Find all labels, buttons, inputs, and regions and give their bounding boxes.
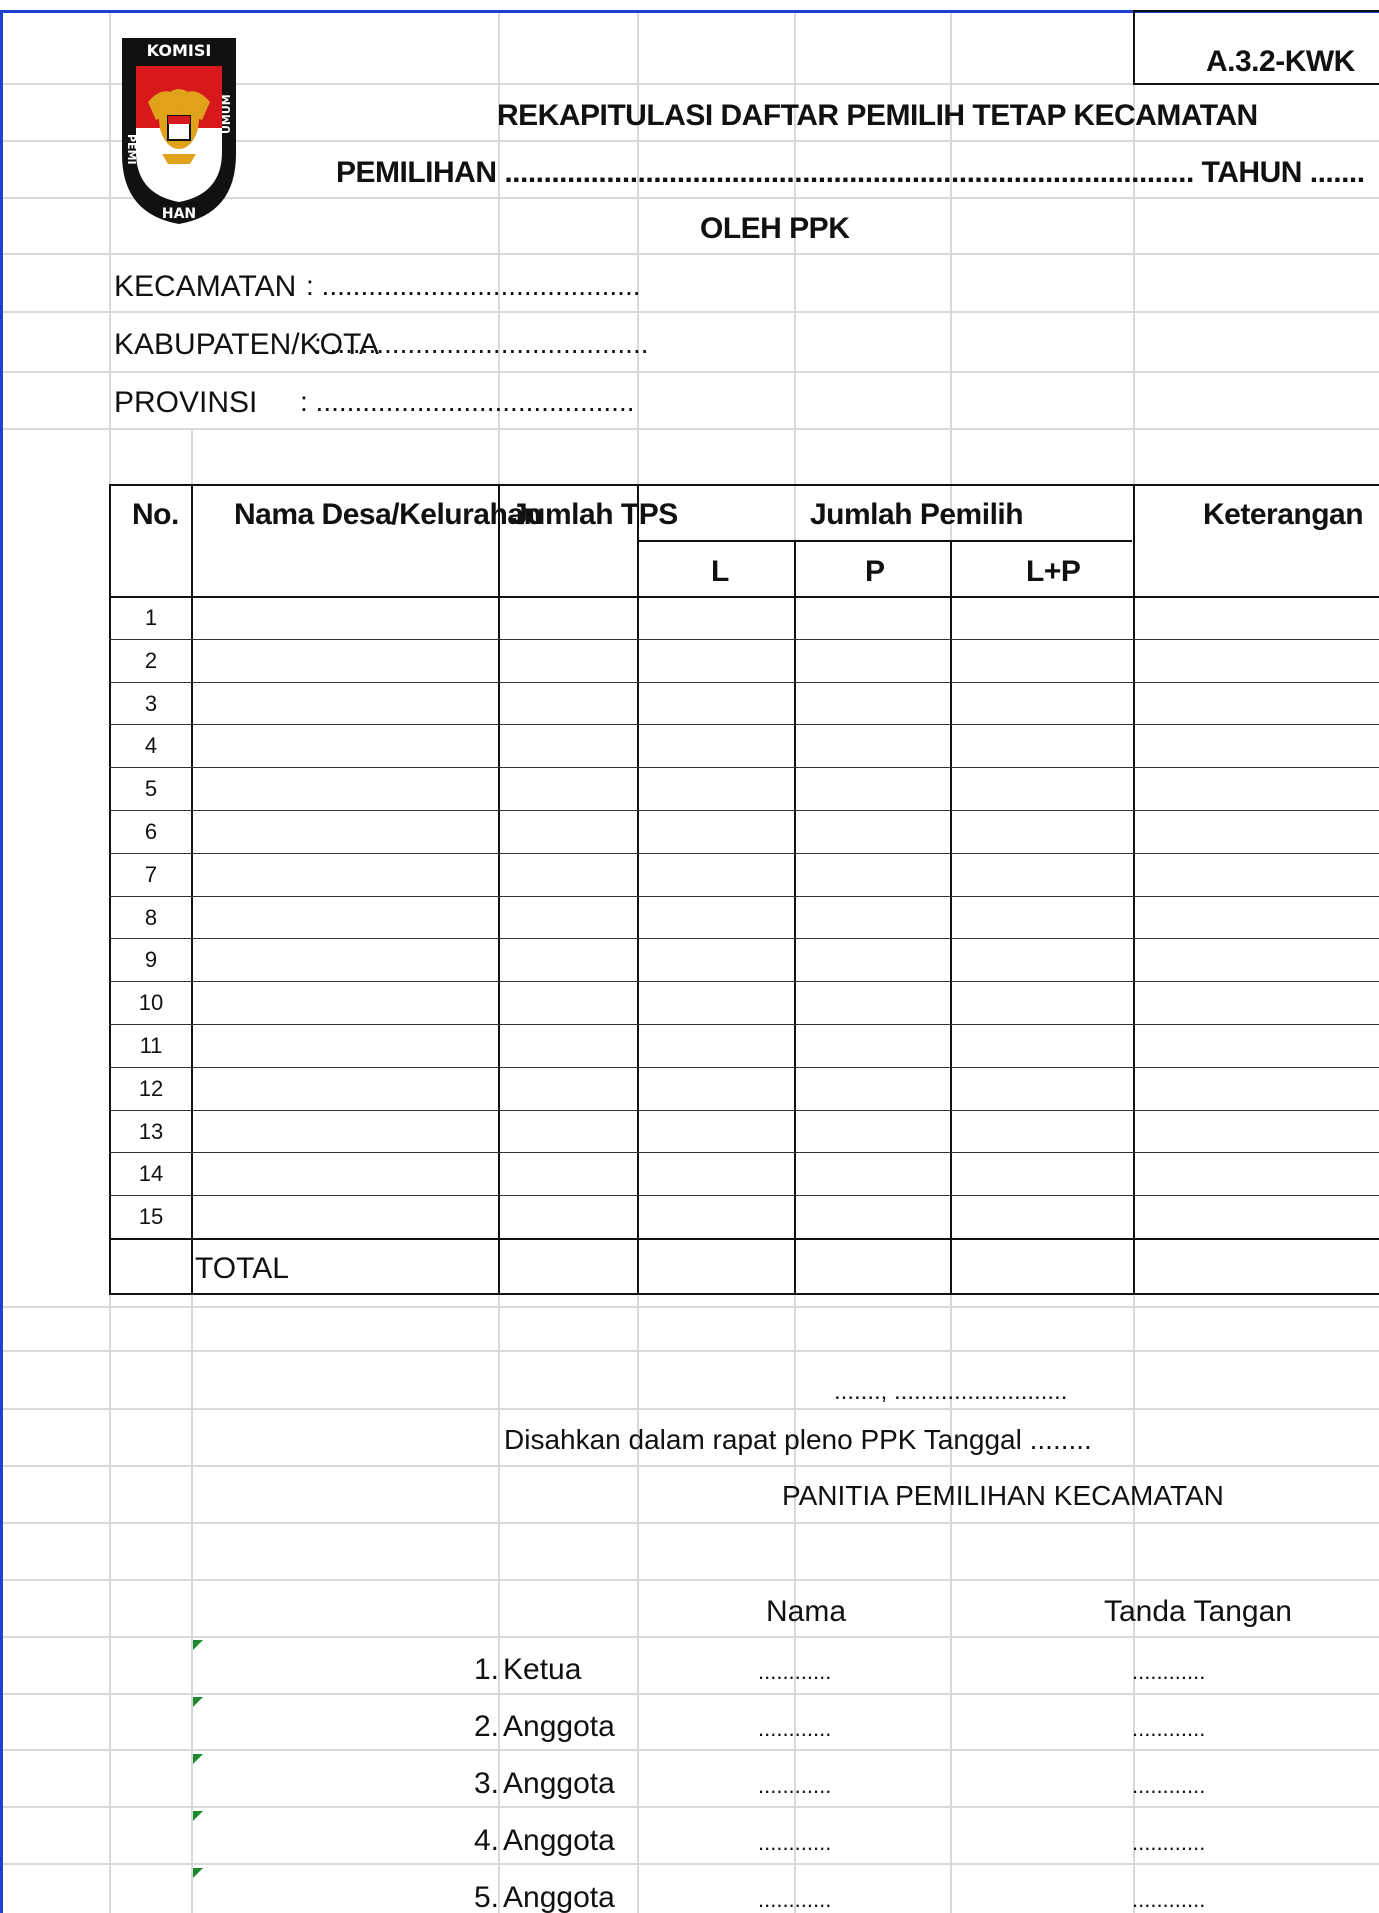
- table-row-number: 9: [144, 947, 158, 972]
- field-value[interactable]: : .........................................: [314, 328, 649, 359]
- form-title: REKAPITULASI DAFTAR PEMILIH TETAP KECAMATAN: [497, 99, 1258, 132]
- header-jumlah-tps: Jumlah TPS: [511, 498, 678, 531]
- signer-name[interactable]: ............: [758, 1830, 832, 1855]
- svg-text:PEMI: PEMI: [125, 134, 138, 165]
- table-row-number: 10: [138, 990, 164, 1015]
- table-row-number: 5: [144, 776, 158, 801]
- signer-signature[interactable]: ............: [1132, 1716, 1206, 1741]
- table-row-number: 3: [144, 691, 158, 716]
- form-by: OLEH PPK: [700, 212, 850, 245]
- field-label: KECAMATAN: [114, 270, 297, 303]
- cell-error-indicator-icon[interactable]: [193, 1640, 203, 1650]
- signer-number: 5.: [474, 1881, 500, 1913]
- form-code: A.3.2-KWK: [1206, 45, 1355, 78]
- signer-signature[interactable]: ............: [1132, 1659, 1206, 1684]
- table-row-divider: [109, 938, 1379, 939]
- table-row-divider: [109, 1110, 1379, 1111]
- header-l: L: [711, 555, 729, 588]
- table-row-number: 11: [139, 1033, 163, 1058]
- signer-signature[interactable]: ............: [1132, 1830, 1206, 1855]
- signer-name[interactable]: ............: [758, 1887, 832, 1912]
- code-box-bottom: [1133, 83, 1379, 85]
- table-row-divider: [109, 853, 1379, 854]
- table-row-divider: [109, 1195, 1379, 1196]
- table-row-divider: [109, 810, 1379, 811]
- header-jumlah-pemilih: Jumlah Pemilih: [810, 498, 1024, 531]
- field-value[interactable]: : .........................................: [300, 386, 635, 417]
- table-row-number: 1: [144, 605, 158, 630]
- signer-role: Anggota: [503, 1824, 615, 1857]
- signer-role: Anggota: [503, 1710, 615, 1743]
- svg-text:HAN: HAN: [161, 206, 197, 222]
- table-row-divider: [109, 724, 1379, 725]
- header-p: P: [865, 555, 885, 588]
- signer-name[interactable]: ............: [758, 1659, 832, 1684]
- header-keterangan: Keterangan: [1203, 498, 1364, 531]
- signer-role: Anggota: [503, 1767, 615, 1800]
- column-tanda-tangan: Tanda Tangan: [1104, 1595, 1292, 1628]
- signer-signature[interactable]: ............: [1132, 1773, 1206, 1798]
- cell-error-indicator-icon[interactable]: [193, 1868, 203, 1878]
- logo-top-text: KOMISI: [146, 41, 212, 60]
- svg-text:UMUM: UMUM: [220, 94, 233, 134]
- table-row-number: 2: [144, 648, 158, 673]
- table-row-number: 15: [138, 1204, 164, 1229]
- place-date: ......., ..........................: [834, 1378, 1068, 1405]
- field-label: PROVINSI: [114, 386, 258, 419]
- table-row-number: 13: [138, 1119, 164, 1144]
- signer-name[interactable]: ............: [758, 1716, 832, 1741]
- field-label: KABUPATEN/KOTA: [114, 328, 380, 361]
- code-box-top: [1133, 10, 1379, 12]
- cell-error-indicator-icon[interactable]: [193, 1754, 203, 1764]
- signer-name[interactable]: ............: [758, 1773, 832, 1798]
- table-row-divider: [109, 1067, 1379, 1068]
- signer-signature[interactable]: ............: [1132, 1887, 1206, 1912]
- signer-role: Anggota: [503, 1881, 615, 1913]
- table-row-divider: [109, 639, 1379, 640]
- cell-error-indicator-icon[interactable]: [193, 1697, 203, 1707]
- header-lp: L+P: [1026, 555, 1081, 588]
- committee-name: PANITIA PEMILIHAN KECAMATAN: [782, 1480, 1224, 1511]
- signer-number: 4.: [474, 1824, 500, 1857]
- table-row-divider: [109, 1152, 1379, 1153]
- table-row-number: 8: [144, 905, 158, 930]
- total-label: TOTAL: [195, 1252, 289, 1285]
- cell-error-indicator-icon[interactable]: [193, 1811, 203, 1821]
- signer-number: 2.: [474, 1710, 500, 1743]
- signer-role: Ketua: [503, 1653, 582, 1686]
- table-row-divider: [109, 682, 1379, 683]
- form-subtitle: PEMILIHAN ........................................................................................ TAHUN .......: [336, 156, 1365, 189]
- field-value[interactable]: : .........................................: [306, 270, 641, 301]
- header-nama-desa: Nama Desa/Kelurahan: [234, 498, 542, 531]
- table-row-number: 12: [138, 1076, 164, 1101]
- table-row-number: 6: [144, 819, 158, 844]
- signer-number: 3.: [474, 1767, 500, 1800]
- table-row-number: 7: [144, 862, 158, 887]
- table-row-divider: [109, 981, 1379, 982]
- signer-number: 1.: [474, 1653, 500, 1686]
- table-row-number: 14: [138, 1161, 164, 1186]
- table-row-divider: [109, 767, 1379, 768]
- table-row-divider: [109, 896, 1379, 897]
- column-nama: Nama: [766, 1595, 847, 1628]
- table-row-number: 4: [144, 733, 158, 758]
- header-no: No.: [132, 498, 179, 531]
- code-box-left: [1133, 10, 1135, 83]
- table-row-divider: [109, 1024, 1379, 1025]
- ratification-text: Disahkan dalam rapat pleno PPK Tanggal ........: [504, 1424, 1092, 1455]
- selection-left-border: [0, 10, 3, 1913]
- kpu-logo: [118, 24, 240, 226]
